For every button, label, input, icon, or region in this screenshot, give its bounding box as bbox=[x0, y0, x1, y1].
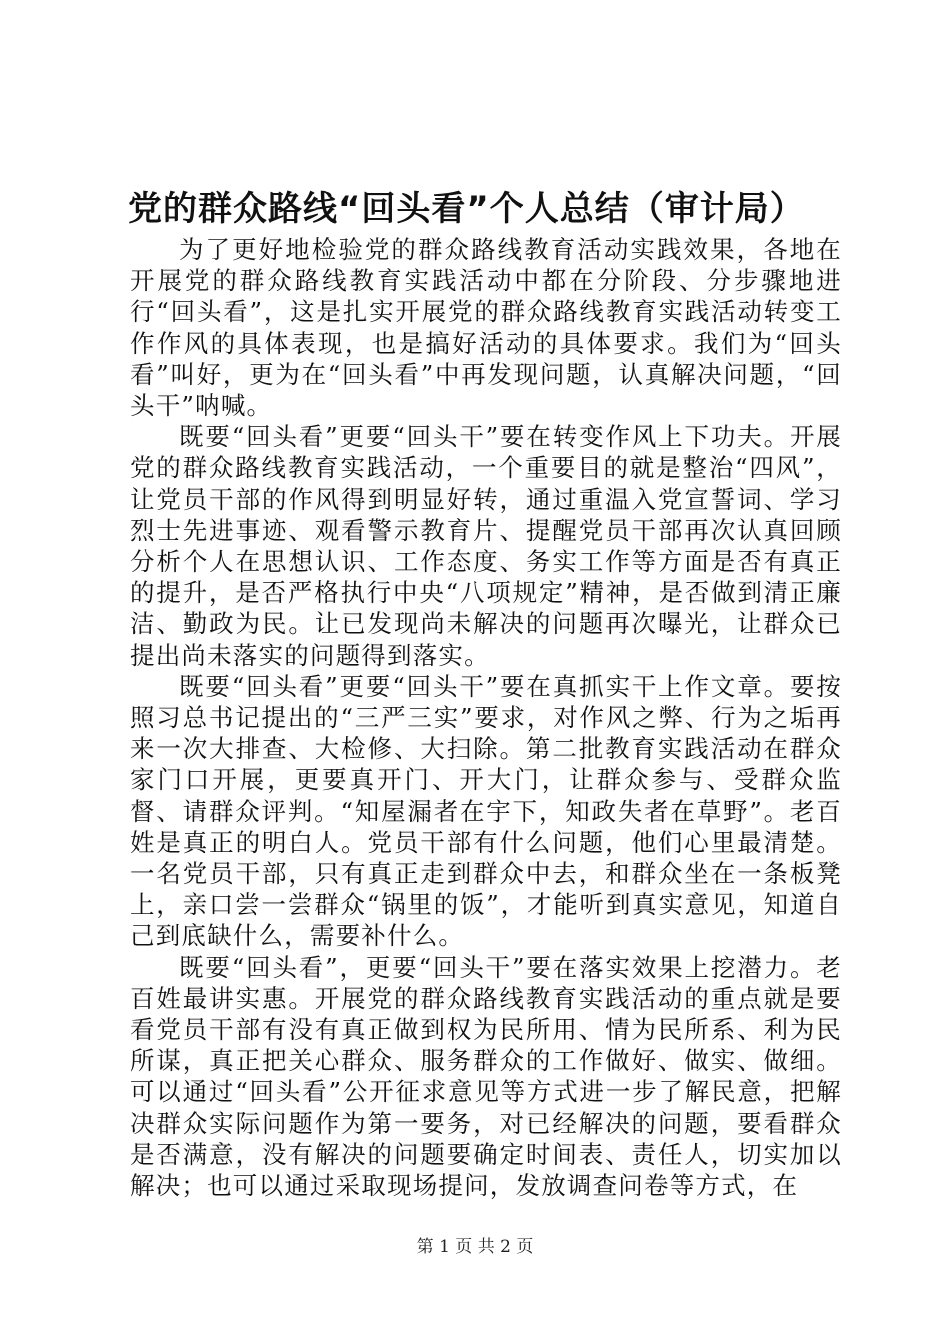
page-footer bbox=[0, 1236, 950, 1258]
page-number-label: 第 1 页 共 2 页 bbox=[416, 1237, 534, 1257]
paragraph-1: 为了更好地检验党的群众路线教育活动实践效果，各地在开展党的群众路线教育实践活动中都在分阶段、分步骤地进行“回头看”，这是扎实开展党的群众路线教育实践活动转变工作作风的具体表现，也是搞好活动的具体要求。我们为“回头看”叫好，更为在“回头看”中再发现问题，认真解决问题，“回头干”呐喊。 bbox=[130, 235, 842, 421]
paragraph-2: 既要“回头看”更要“回头干”要在转变作风上下功夫。开展党的群众路线教育实践活动，一个重要目的就是整治“四风”，让党员干部的作风得到明显好转，通过重温入党宣誓词、学习烈士先进事迹、观看警示教育片、提醒党员干部再次认真回顾分析个人在思想认识、工作态度、务实工作等方面是否有真正的提升，是否严格执行中央“八项规定”精神，是否做到清正廉洁、勤政为民。让已发现尚未解决的问题再次曝光，让群众已提出尚未落实的问题得到落实。 bbox=[130, 422, 842, 670]
document-body bbox=[130, 234, 842, 1201]
paragraph-4: 既要“回头看”，更要“回头干”要在落实效果上挖潜力。老百姓最讲实惠。开展党的群众路线教育实践活动的重点就是要看党员干部有没有真正做到权为民所用、情为民所系、利为民所谋，真正把关心群众、服务群众的工作做好、做实、做细。可以通过“回头看”公开征求意见等方式进一步了解民意，把解决群众实际问题作为第一要务，对已经解决的问题，要看群众是否满意，没有解决的问题要确定时间表、责任人，切实加以解决；也可以通过采取现场提问，发放调查问卷等方式，在 bbox=[130, 952, 842, 1201]
paragraph-3: 既要“回头看”更要“回头干”要在真抓实干上作文章。要按照习总书记提出的“三严三实”要求，对作风之弊、行为之垢再来一次大排查、大检修、大扫除。第二批教育实践活动在群众家门口开展，更要真开门、开大门，让群众参与、受群众监督、请群众评判。“知屋漏者在宇下，知政失者在草野”。老百姓是真正的明白人。党员干部有什么问题，他们心里最清楚。一名党员干部，只有真正走到群众中去，和群众坐在一条板凳上，亲口尝一尝群众“锅里的饭”，才能听到真实意见，知道自己到底缺什么，需要补什么。 bbox=[130, 671, 842, 951]
document-title: 党的群众路线“回头看”个人总结（审计局） bbox=[128, 189, 805, 229]
